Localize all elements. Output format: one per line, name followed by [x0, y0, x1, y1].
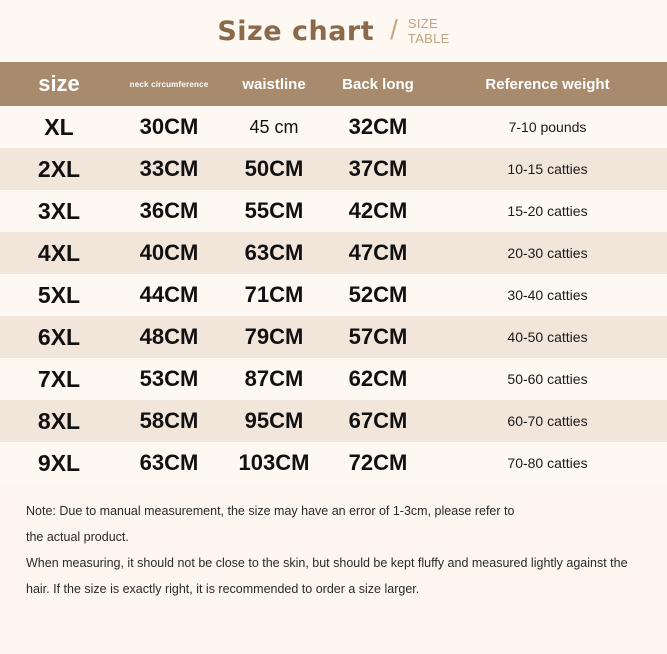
cell-weight: 10-15 catties	[507, 161, 588, 177]
cell-waist: 87CM	[244, 366, 304, 391]
cell-size: 4XL	[37, 239, 81, 266]
cell-back: 62CM	[348, 366, 408, 391]
column-header-back: Back long	[328, 62, 428, 106]
cell-back: 32CM	[348, 114, 408, 139]
cell-neck: 53CM	[139, 366, 199, 391]
cell-size: 9XL	[37, 449, 81, 476]
cell-back: 47CM	[348, 240, 408, 265]
table-row	[0, 442, 667, 484]
cell-waist: 55CM	[244, 198, 304, 223]
cell-weight: 50-60 catties	[507, 371, 588, 387]
cell-waist: 50CM	[244, 156, 304, 181]
table-row	[0, 358, 667, 400]
cell-size: 7XL	[37, 365, 81, 392]
note-line-2: the actual product.	[26, 530, 129, 544]
cell-size: 8XL	[37, 407, 81, 434]
cell-waist: 79CM	[244, 324, 304, 349]
table-row	[0, 274, 667, 316]
note-line-1: Note: Due to manual measurement, the size may have an error of 1-3cm, please refer to	[26, 504, 515, 518]
table-row	[0, 316, 667, 358]
cell-weight: 7-10 pounds	[508, 119, 587, 135]
cell-weight: 20-30 catties	[507, 245, 588, 261]
table-row	[0, 232, 667, 274]
cell-back: 52CM	[348, 282, 408, 307]
size-table	[0, 62, 667, 484]
slash-divider: /	[390, 14, 398, 45]
page-header	[0, 0, 667, 62]
cell-size: 5XL	[37, 281, 81, 308]
header-subtitle	[408, 16, 450, 46]
table-row	[0, 190, 667, 232]
page-title: Size chart	[217, 15, 375, 47]
cell-neck: 33CM	[139, 156, 199, 181]
note-line-4: hair. If the size is exactly right, it is recommended to order a size larger.	[26, 582, 420, 596]
header-subtitle-group	[374, 16, 450, 46]
cell-weight: 40-50 catties	[507, 329, 588, 345]
table-row	[0, 106, 667, 148]
cell-weight: 30-40 catties	[507, 287, 588, 303]
table-header-row	[0, 62, 667, 106]
cell-weight: 15-20 catties	[507, 203, 588, 219]
cell-back: 67CM	[348, 408, 408, 433]
cell-size: 3XL	[37, 197, 81, 224]
cell-size: XL	[44, 113, 74, 140]
cell-back: 37CM	[348, 156, 408, 181]
cell-neck: 48CM	[139, 324, 199, 349]
cell-back: 42CM	[348, 198, 408, 223]
cell-neck: 36CM	[139, 198, 199, 223]
cell-waist: 103CM	[238, 450, 310, 475]
cell-neck: 58CM	[139, 408, 199, 433]
column-header-waist: waistline	[220, 62, 328, 106]
cell-weight: 70-80 catties	[507, 455, 588, 471]
cell-back: 57CM	[348, 324, 408, 349]
note-line-3: When measuring, it should not be close to the skin, but should be kept fluffy and measured lightly against the	[26, 556, 628, 570]
cell-neck: 44CM	[139, 282, 199, 307]
cell-waist: 63CM	[244, 240, 304, 265]
cell-waist: 45 cm	[249, 116, 299, 137]
cell-neck: 40CM	[139, 240, 199, 265]
header-subtitle-line1: SIZE	[407, 16, 439, 31]
cell-neck: 63CM	[139, 450, 199, 475]
cell-back: 72CM	[348, 450, 408, 475]
cell-weight: 60-70 catties	[507, 413, 588, 429]
table-row	[0, 400, 667, 442]
cell-size: 6XL	[37, 323, 81, 350]
header-subtitle-line2: TABLE	[407, 31, 450, 46]
table-body	[0, 106, 667, 484]
cell-neck: 30CM	[139, 114, 199, 139]
column-header-size: size	[0, 62, 118, 106]
column-header-neck: neck circumference	[118, 62, 220, 106]
cell-waist: 71CM	[244, 282, 304, 307]
notes-block	[0, 484, 667, 602]
column-header-weight: Reference weight	[428, 62, 667, 106]
cell-size: 2XL	[37, 155, 81, 182]
cell-waist: 95CM	[244, 408, 304, 433]
table-row	[0, 148, 667, 190]
